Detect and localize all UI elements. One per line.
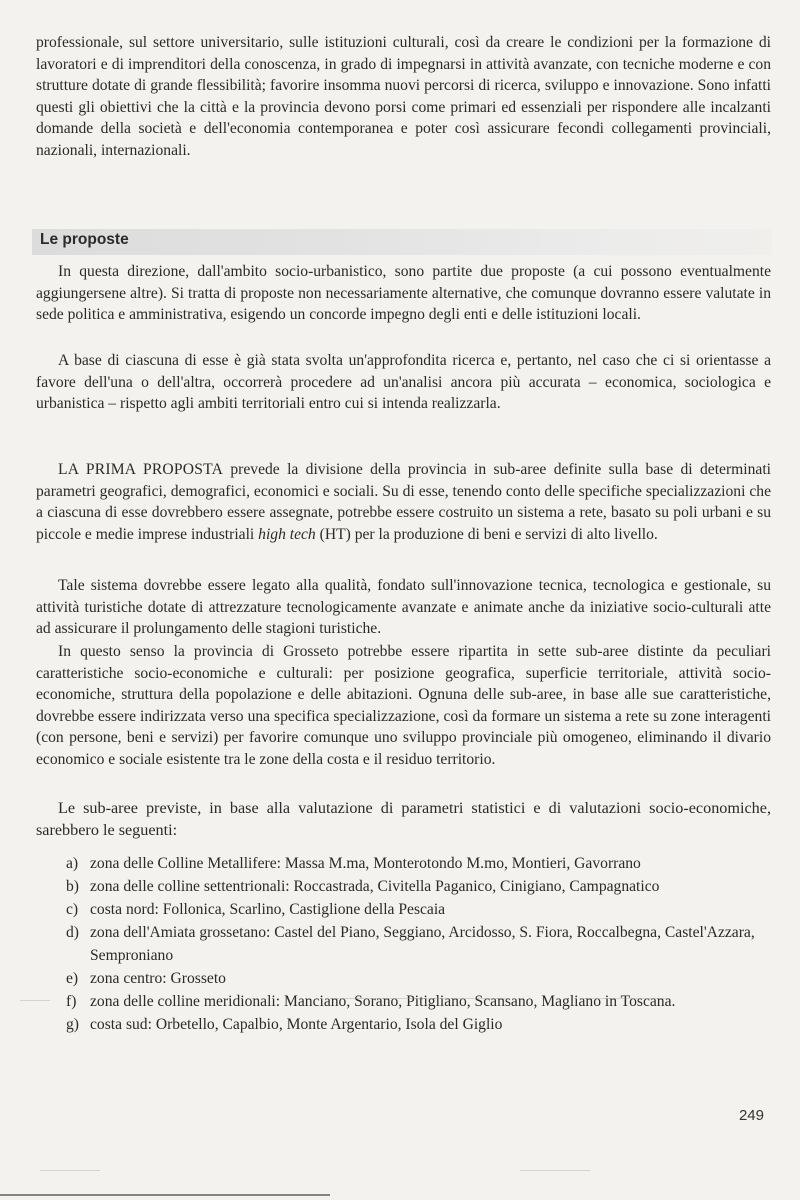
list-item-mark: b) <box>66 878 79 895</box>
sub-area-list <box>66 852 771 1036</box>
list-item-text: costa nord: Follonica, Scarlino, Castiglione della Pescaia <box>90 901 446 918</box>
scan-artifact <box>520 1170 590 1171</box>
list-item-mark: e) <box>66 970 79 987</box>
scan-artifact <box>330 998 510 999</box>
first-proposal-paragraph-3: In questo senso la provincia di Grosseto potrebbe essere ripartita in sette sub-aree distinte da peculiari caratteristiche socio-economiche e culturali: per posizione geografica, superficie territoriale, attività socio-economiche, struttura della popolazione e delle abitazioni. Ognuna delle sub-aree, in base alle sue caratteristiche, dovrebbe essere indirizzata verso una specifica specializzazione, così da formare un sistema a rete su zone interagenti (con persone, beni e servizi) per favorire comunque uno sviluppo provinciale più omogeneo, eliminando il divario economico e sociale esistente tra le zone della costa e il residuo territorio. <box>36 643 771 768</box>
list-item <box>66 875 771 898</box>
list-item-mark: c) <box>66 901 79 918</box>
list-item-text: zona delle Colline Metallifere: Massa M.ma, Monterotondo M.mo, Montieri, Gavorrano <box>90 855 641 872</box>
list-item-text: zona centro: Grosseto <box>90 970 226 987</box>
intro-paragraph: professionale, sul settore universitario, sulle istituzioni culturali, così da creare le condizioni per la formazione di lavoratori e di imprenditori della conoscenza, in grado di impegnarsi in attività avanzate, con tecniche moderne e con strutture dotate di grande flessibilità; favorire insomma nuovi percorsi di ricerca, sviluppo e innovazione. Sono infatti questi gli obiettivi che la città e la provincia devono porsi come primari ed essenziali per rispondere alle incalzanti domande della società e dell'economia contemporanea e poter così assicurare fecondi collegamenti provinciali, nazionali, internazionali. <box>36 34 771 159</box>
first-proposal-paragraph-4: Le sub-aree previste, in base alla valutazione di parametri statistici e di valutazioni socio-economiche, sarebbero le seguenti: <box>36 799 771 839</box>
list-item <box>66 1013 771 1036</box>
scan-artifact <box>40 1170 100 1171</box>
list-item <box>66 898 771 921</box>
first-proposal-text-a: prevede la divisione della provincia in sub-aree definite sulla base di determinati parametri geografici, demografici, economici e sociali. Su di esse, tenendo conto delle specifiche specializzazioni che a ciascuna di esse dovrebbero essere assegnate, potrebbe essere costruito un sistema a rete, basato su poli urbani e su piccole e medie imprese industriali <box>36 461 771 543</box>
list-item <box>66 852 771 875</box>
section-heading-band <box>32 229 772 255</box>
list-item-mark: a) <box>66 855 79 872</box>
scan-artifact <box>20 1000 50 1001</box>
list-item-mark: f) <box>66 993 77 1010</box>
first-proposal-paragraph-2: Tale sistema dovrebbe essere legato alla qualità, fondato sull'innovazione tecnica, tecnologica e gestionale, su attività turistiche dotate di attrezzature tecnologicamente avanzate e animate anche da iniziative socio-culturali atte ad assicurare il prolungamento delle stagioni turistiche. <box>36 577 771 637</box>
section-paragraph-2: A base di ciascuna di esse è già stata svolta un'approfondita ricerca e, pertanto, nel caso che ci si orientasse a favore dell'una o dell'altra, occorrerà procedere ad un'analisi ancora più accurata – economica, sociologica e urbanistica – rispetto agli ambiti territoriali entro cui si intenda realizzarla. <box>36 352 771 412</box>
first-proposal-paragraph <box>36 459 771 545</box>
list-item <box>66 967 771 990</box>
section-title: Le proposte <box>40 231 129 248</box>
list-item <box>66 921 771 967</box>
scan-edge-line <box>0 1194 330 1196</box>
section-paragraph-1: In questa direzione, dall'ambito socio-urbanistico, sono partite due proposte (a cui possono eventualmente aggiungersene altre). Si tratta di proposte non necessariamente alternative, che comunque dovranno essere valutate in sede politica e amministrativa, esigendo un concorde impegno degli enti e delle istituzioni locali. <box>36 263 771 323</box>
list-item-text: zona dell'Amiata grossetano: Castel del Piano, Seggiano, Arcidosso, S. Fiora, Roccalbegna, Castel'Azzara, Semproniano <box>90 924 755 964</box>
first-proposal-lead: LA PRIMA PROPOSTA <box>58 461 224 478</box>
list-item-text: zona delle colline settentrionali: Roccastrada, Civitella Paganico, Cinigiano, Campagnatico <box>90 878 660 895</box>
list-item <box>66 990 771 1013</box>
list-item-mark: d) <box>66 924 79 941</box>
first-proposal-text-b: (HT) per la produzione di beni e servizi di alto livello. <box>315 525 658 543</box>
list-item-text: costa sud: Orbetello, Capalbio, Monte Argentario, Isola del Giglio <box>90 1016 503 1033</box>
list-item-mark: g) <box>66 1016 79 1033</box>
list-item-text: zona delle colline meridionali: Manciano, Sorano, Pitigliano, Scansano, Magliano in Toscana. <box>90 993 676 1010</box>
scan-artifact <box>580 998 670 999</box>
page-number: 249 <box>738 1107 764 1124</box>
first-proposal-italic: high tech <box>258 525 316 543</box>
